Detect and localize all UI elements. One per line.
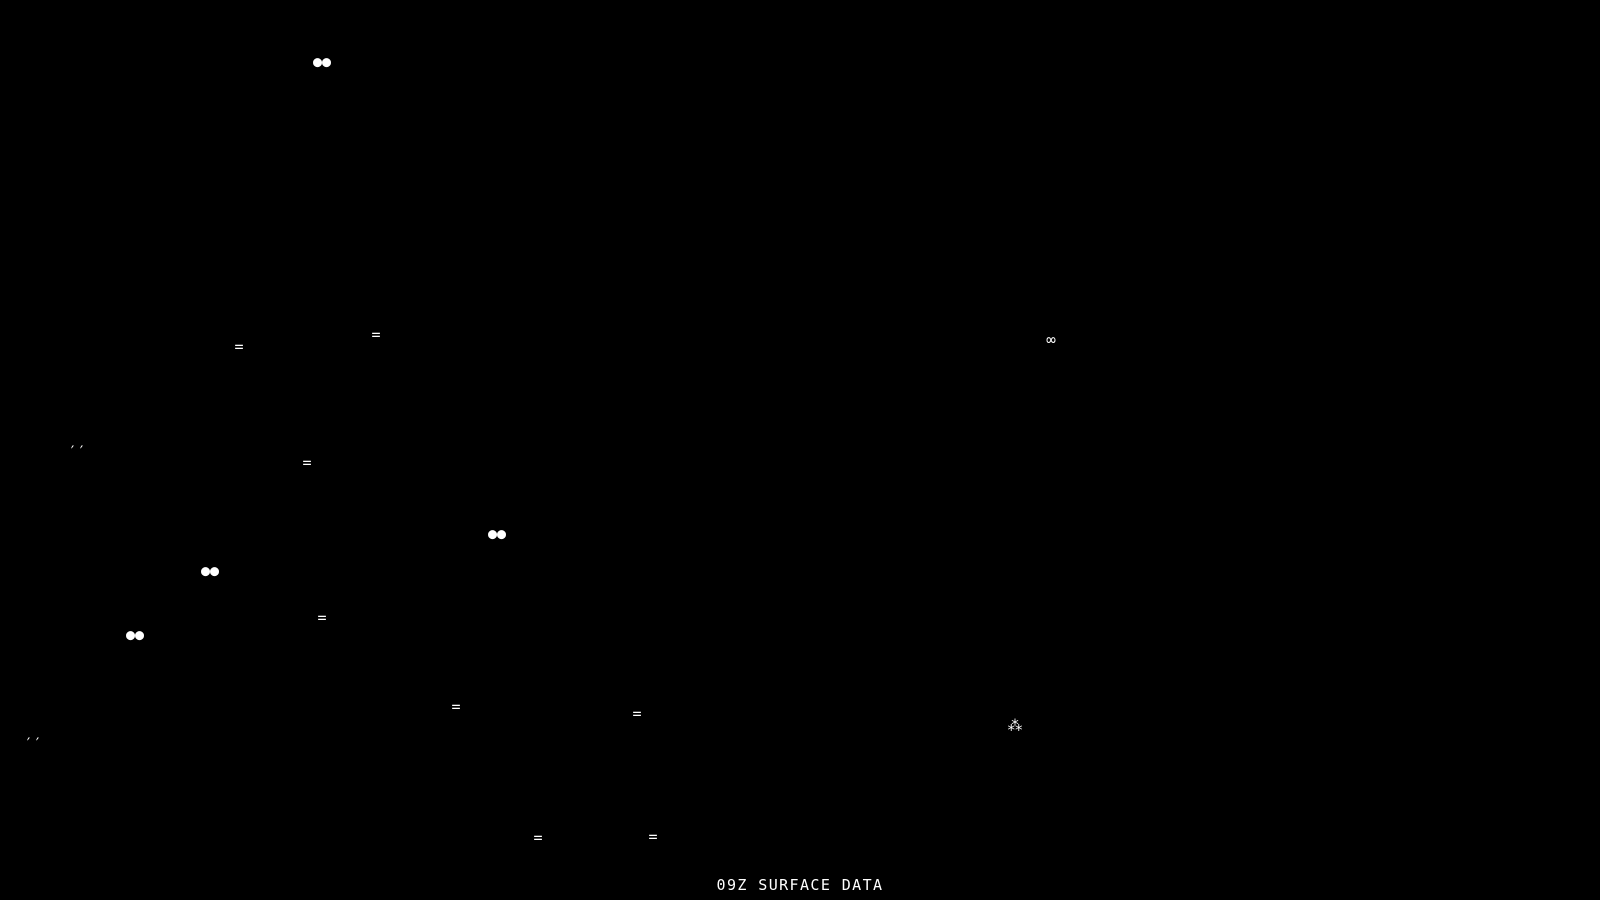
station-symbol-mist: =	[317, 608, 327, 627]
station-symbol-mist: =	[234, 337, 244, 356]
station-symbol-rain: ′′	[67, 442, 87, 461]
station-symbol-fog: ●●	[487, 524, 507, 543]
station-symbol-mist: =	[533, 828, 543, 847]
station-symbol-fog: ●●	[312, 52, 332, 71]
station-symbol-fog: ●●	[200, 561, 220, 580]
station-symbol-snow: ⁂	[1007, 716, 1023, 735]
station-symbol-mist: =	[632, 704, 642, 723]
station-symbol-haze: ∞	[1046, 330, 1056, 349]
station-symbol-mist: =	[302, 453, 312, 472]
station-symbol-mist: =	[648, 827, 658, 846]
station-symbol-rain: ′′	[23, 734, 43, 753]
station-symbol-fog: ●●	[125, 625, 145, 644]
station-symbol-mist: =	[451, 697, 461, 716]
station-symbol-mist: =	[371, 325, 381, 344]
map-caption: 09Z SURFACE DATA	[716, 876, 884, 894]
